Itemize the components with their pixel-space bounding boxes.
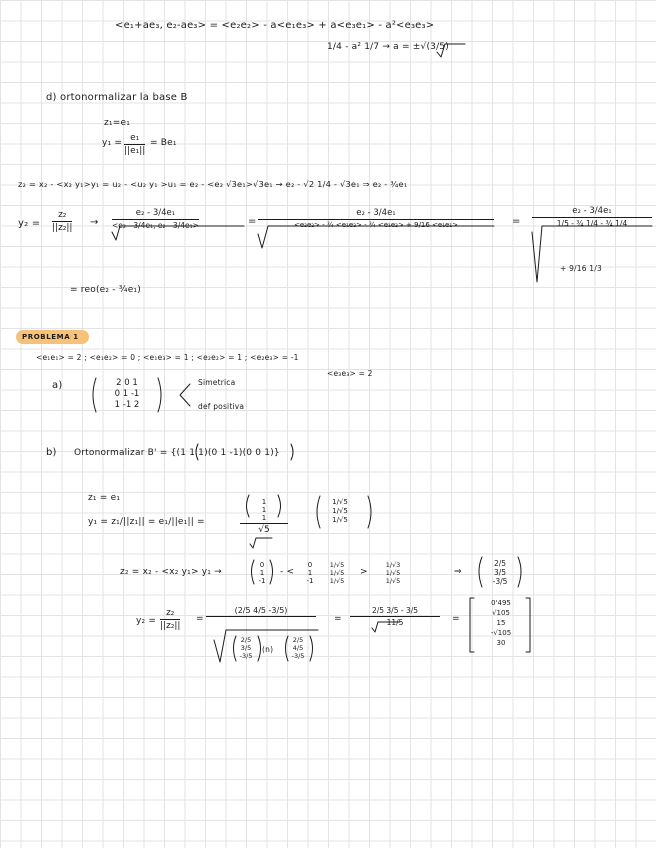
d-result: = reo(e₂ - ¾e₁) — [70, 285, 141, 295]
paren-left — [286, 636, 289, 661]
vec-entry: 1/√3 — [385, 561, 401, 569]
vec-entry: 1 — [259, 569, 265, 577]
vec-entry: 1/√5 — [329, 561, 345, 569]
paren-left — [317, 496, 320, 528]
vec-entry: √105 — [492, 609, 510, 617]
p1-y2-f2-den: 11/5 — [386, 618, 404, 627]
set-brace — [196, 444, 198, 460]
d-y2-num: z₂ — [52, 210, 72, 222]
vec-entry: 0'495 — [491, 599, 511, 607]
d-eq-2: = — [512, 216, 521, 227]
d-title: d) ortonormalizar la base B — [46, 92, 188, 103]
p1-a-label: a) — [52, 380, 63, 391]
vec-entry: 1/√5 — [329, 577, 345, 585]
paren-left — [234, 636, 237, 661]
radical-sign — [372, 622, 400, 632]
p1-y2-mid: (n) — [262, 645, 274, 654]
d-y1-num: e₁ — [124, 133, 145, 145]
radical-sign — [532, 226, 652, 282]
d-z2-line: z₂ = x₂ - <x₂ y₁>y₁ = u₂ - <u₂ y₁ >u₁ = e₂ - <e₂ √3e₁>√3e₁ → e₂ - √2 1/4 - √3e₁ ⇒ e₂ - ¾e₁ — [18, 179, 408, 189]
vec-entry: -3/5 — [492, 577, 508, 586]
vec-entry: -√105 — [490, 629, 512, 637]
paren-left — [247, 495, 250, 517]
p1-b-text: Ortonormalizar B' = {(1 1 1)(0 1 -1)(0 0 1)} — [74, 448, 280, 458]
vec-entry: 1/√5 — [332, 516, 348, 524]
vec-entry: -3/5 — [239, 652, 253, 660]
paren-right — [310, 636, 313, 661]
p1-z1: z₁ = e₁ — [88, 493, 121, 503]
paren-left — [93, 378, 96, 412]
vec-entry: -1 — [306, 577, 314, 585]
d-z1: z₁=e₁ — [104, 118, 131, 128]
p1-z2-close: > — [360, 567, 368, 577]
vec-entry: 2/5 — [240, 636, 252, 644]
paren-right — [278, 495, 281, 517]
paren-right — [158, 378, 161, 412]
p1-matrix-row: 2 0 1 — [116, 378, 138, 388]
vec-entry: 3/5 — [240, 644, 252, 652]
d-f1-den: <e₂ - 3/4e₁, e₂ - 3/4e₁> — [112, 221, 199, 230]
vec-entry: 4/5 — [292, 644, 304, 652]
p1-y2-lhs: y₂ = — [136, 616, 157, 626]
brace-sign — [180, 384, 190, 406]
radical-sign — [437, 44, 465, 57]
vec-entry: -3/5 — [291, 652, 305, 660]
p1-y1: y₁ = z₁/||z₁|| = e₁/||e₁|| = — [88, 517, 205, 527]
paren-right — [368, 496, 371, 528]
vec-entry: 1/√5 — [332, 507, 348, 515]
paren-right — [258, 636, 261, 661]
paren-right — [518, 557, 521, 587]
radical-sign — [112, 226, 244, 240]
vec-entry: 1/√5 — [332, 498, 348, 506]
p1-y2-den: ||z₂|| — [160, 621, 181, 631]
p1-y2-f1-num: (2/5 4/5 -3/5) — [206, 606, 316, 617]
paren-left — [479, 557, 482, 587]
p1-eq-3: = — [452, 614, 460, 624]
p1-brace-label-1: Simetrica — [198, 378, 236, 387]
d-f3-den: 1/5 - ¾ 1/4 - ¾ 1/4 — [556, 219, 628, 228]
d-f3-extra: + 9/16 1/3 — [560, 264, 602, 273]
p1-eq-1: = — [196, 614, 204, 624]
radical-sign — [258, 226, 494, 248]
d-y2-den: ||z₂|| — [52, 223, 73, 233]
radical-sign — [214, 630, 318, 662]
d-f2-den: <e₂e₂> - ¾ <e₁e₂> - ¾ <e₁e₂> + 9/16 <e₁e₁> — [293, 221, 459, 229]
vec-entry: 2/5 — [292, 636, 304, 644]
vec-entry: 1 — [307, 569, 313, 577]
d-y1-rhs: = Be₁ — [150, 138, 177, 148]
p1-products: <e₁e₁> = 2 ; <e₁e₂> = 0 ; <e₁e₃> = 1 ; <e₂e₂> = 1 ; <e₂e₃> = -1 — [36, 353, 299, 362]
bracket-right — [526, 598, 530, 652]
d-y2-lhs: y₂ = — [18, 218, 41, 229]
p1-y2-num: z₂ — [160, 608, 180, 620]
vec-entry: 1 — [261, 514, 267, 522]
d-f3-num: e₂ - 3/4e₁ — [532, 206, 652, 218]
d-y2-arrow: → — [90, 217, 99, 228]
top-line-2: 1/4 - a² 1/7 → a = ±√(3/5) — [327, 42, 449, 52]
vec-entry: 1 — [261, 498, 267, 506]
vec-entry: 2/5 — [493, 559, 507, 568]
vec-entry: 3/5 — [493, 568, 507, 577]
p1-z2-implies: ⇒ — [454, 567, 462, 577]
bracket-left — [470, 598, 474, 652]
p1-brace-label-2: def positiva — [198, 402, 245, 411]
p1-b-label: b) — [46, 447, 57, 458]
vec-entry: 1/√5 — [385, 569, 401, 577]
d-y1-lhs: y₁ = — [102, 138, 123, 148]
vec-entry: 0 — [307, 561, 313, 569]
vec-entry: -1 — [258, 577, 266, 585]
d-f2-num: e₂ - 3/4e₁ — [258, 208, 494, 220]
vec-entry: 15 — [496, 619, 506, 627]
p1-y2-f2-num: 2/5 3/5 - 3/5 — [350, 606, 440, 617]
radical-sign — [250, 538, 272, 548]
p1-matrix-row: 0 1 -1 — [114, 389, 140, 399]
p1-y1-den: √5 — [258, 525, 270, 535]
d-f1-num: e₂ - 3/4e₁ — [112, 208, 199, 220]
p1-z2: z₂ = x₂ - <x₂ y₁> y₁ → — [120, 567, 222, 577]
vec-entry: 1/√5 — [329, 569, 345, 577]
d-y1-den: ||e₁|| — [124, 146, 146, 156]
paren-left — [252, 560, 255, 584]
vec-entry: 0 — [259, 561, 265, 569]
p1-z2-minus: - < — [280, 567, 295, 577]
p1-matrix-row: 1 -1 2 — [114, 400, 140, 410]
top-line-1: <e₁+ae₃, e₂-ae₃> = <e₂e₂> - a<e₁e₃> + a<e₃e₁> - a²<e₃e₃> — [115, 20, 435, 31]
paren-right — [270, 560, 273, 584]
set-brace — [291, 444, 293, 460]
problem-badge: PROBLEMA 1 — [16, 330, 89, 344]
p1-products-2: <e₃e₃> = 2 — [327, 369, 373, 378]
vec-entry: 1/√5 — [385, 577, 401, 585]
d-eq-1: = — [248, 216, 257, 227]
vec-entry: 1 — [261, 506, 267, 514]
p1-eq-2: = — [334, 614, 342, 624]
vec-entry: 30 — [496, 639, 506, 647]
